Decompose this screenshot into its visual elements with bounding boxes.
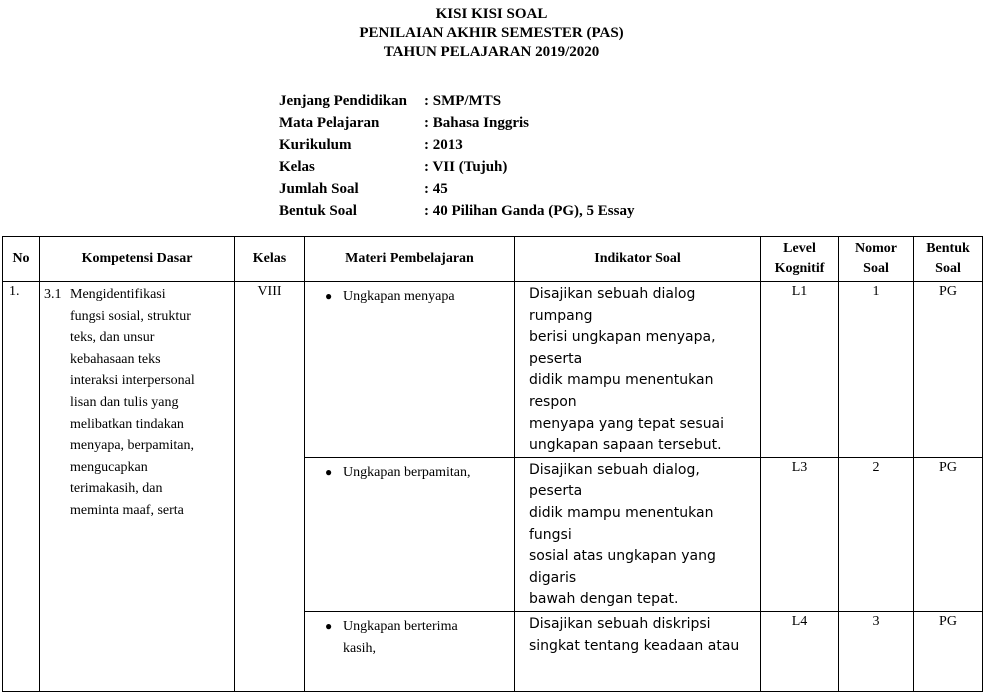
kd-text bbox=[70, 284, 230, 522]
materi-bullet-item bbox=[325, 462, 510, 484]
cell-nomor: 2 bbox=[839, 457, 914, 611]
cell-materi bbox=[305, 611, 515, 691]
cell-indikator bbox=[515, 611, 761, 691]
title-line-1: KISI KISI SOAL bbox=[435, 6, 548, 22]
materi-bullet-item bbox=[325, 616, 510, 659]
materi-bullet-item bbox=[325, 286, 510, 308]
materi-text bbox=[343, 286, 455, 308]
indikator-line: menyapa yang tepat sesuai bbox=[529, 415, 725, 432]
kd-line: meminta maaf, serta bbox=[70, 502, 184, 518]
indikator-line: ungkapan sapaan tersebut. bbox=[529, 437, 722, 454]
materi-line: Ungkapan menyapa bbox=[343, 289, 455, 304]
header-indikator: Indikator Soal bbox=[515, 237, 761, 282]
cell-bentuk: PG bbox=[914, 282, 983, 458]
indikator-line: Disajikan sebuah diskripsi bbox=[529, 615, 711, 632]
meta-value: : 40 Pilihan Ganda (PG), 5 Essay bbox=[424, 203, 635, 219]
materi-line: kasih, bbox=[343, 640, 377, 656]
cell-level: L3 bbox=[761, 457, 839, 611]
kd-line: menyapa, berpamitan, bbox=[70, 438, 195, 454]
meta-label: Kurikulum bbox=[279, 137, 352, 153]
indikator-line: didik mampu menentukan respon bbox=[529, 372, 714, 410]
meta-value: : 45 bbox=[424, 181, 448, 197]
title-line-3: TAHUN PELAJARAN 2019/2020 bbox=[383, 44, 600, 60]
kd-line: lisan dan tulis yang bbox=[70, 394, 179, 410]
bullet-icon: ● bbox=[325, 289, 333, 303]
bullet-icon: ● bbox=[325, 618, 333, 633]
kd-wrap bbox=[44, 284, 230, 522]
meta-row bbox=[279, 156, 634, 178]
kd-line: teks, dan unsur bbox=[70, 330, 155, 346]
meta-row bbox=[279, 178, 634, 200]
header-nomor-soal bbox=[839, 237, 914, 282]
kd-line: terimakasih, dan bbox=[70, 481, 163, 497]
meta-value: : Bahasa Inggris bbox=[424, 115, 530, 131]
kd-number: 3.1 bbox=[44, 287, 62, 302]
header-kompetensi-dasar: Kompetensi Dasar bbox=[40, 237, 235, 282]
header-materi: Materi Pembelajaran bbox=[305, 237, 515, 282]
indikator-line: Disajikan sebuah dialog, peserta bbox=[529, 461, 700, 500]
meta-value: : SMP/MTS bbox=[424, 93, 502, 109]
cell-materi bbox=[305, 282, 515, 458]
cell-indikator bbox=[515, 282, 761, 458]
materi-text bbox=[343, 462, 471, 484]
header-level-kognitif bbox=[761, 237, 839, 282]
meta-row bbox=[279, 134, 634, 156]
cell-indikator bbox=[515, 457, 761, 611]
meta-label: Jumlah Soal bbox=[279, 181, 359, 197]
indikator-line: didik mampu menentukan fungsi bbox=[529, 504, 714, 543]
header-no: No bbox=[3, 237, 40, 282]
indikator-line: bawah dengan tepat. bbox=[529, 591, 679, 608]
kd-line: kebahasaan teks bbox=[70, 351, 161, 367]
cell-nomor: 3 bbox=[839, 611, 914, 691]
header-nomor-line2: Soal bbox=[863, 261, 889, 276]
header-nomor-line1: Nomor bbox=[855, 241, 897, 256]
materi-line: Ungkapan berterima bbox=[343, 618, 458, 634]
kisi-kisi-table bbox=[2, 236, 983, 692]
document-meta bbox=[279, 90, 634, 222]
kd-line: melibatkan tindakan bbox=[70, 416, 184, 432]
title-line-2: PENILAIAN AKHIR SEMESTER (PAS) bbox=[359, 25, 624, 41]
cell-level: L1 bbox=[761, 282, 839, 458]
cell-kelas: VIII bbox=[235, 282, 305, 692]
kd-line: interaksi interpersonal bbox=[70, 373, 195, 389]
meta-row bbox=[279, 112, 634, 134]
document-title bbox=[0, 5, 983, 62]
header-bentuk-soal bbox=[914, 237, 983, 282]
cell-nomor: 1 bbox=[839, 282, 914, 458]
header-level-line1: Level bbox=[783, 241, 816, 256]
indikator-line: berisi ungkapan menyapa, peserta bbox=[529, 329, 716, 367]
indikator-line: sosial atas ungkapan yang digaris bbox=[529, 548, 716, 586]
cell-materi bbox=[305, 457, 515, 611]
cell-bentuk: PG bbox=[914, 611, 983, 691]
meta-label: Kelas bbox=[279, 159, 315, 175]
bullet-icon: ● bbox=[325, 464, 333, 479]
materi-line: Ungkapan berpamitan, bbox=[343, 464, 471, 480]
header-bentuk-line2: Soal bbox=[935, 261, 961, 276]
meta-value: : VII (Tujuh) bbox=[424, 159, 508, 175]
meta-label: Jenjang Pendidikan bbox=[279, 93, 407, 109]
cell-no: 1. bbox=[3, 282, 40, 692]
materi-text bbox=[343, 616, 458, 659]
header-kelas: Kelas bbox=[235, 237, 305, 282]
header-level-line2: Kognitif bbox=[774, 261, 825, 276]
meta-label: Mata Pelajaran bbox=[279, 115, 380, 131]
kd-line: fungsi sosial, struktur bbox=[70, 308, 191, 324]
indikator-line: Disajikan sebuah dialog rumpang bbox=[529, 286, 696, 324]
kd-line: mengucapkan bbox=[70, 459, 148, 475]
meta-value: : 2013 bbox=[424, 137, 463, 153]
meta-row bbox=[279, 200, 634, 222]
kd-line: Mengidentifikasi bbox=[70, 287, 166, 302]
indikator-line: singkat tentang keadaan atau bbox=[529, 637, 740, 654]
header-bentuk-line1: Bentuk bbox=[926, 241, 970, 256]
meta-label: Bentuk Soal bbox=[279, 203, 357, 219]
table-row bbox=[3, 282, 983, 458]
cell-bentuk: PG bbox=[914, 457, 983, 611]
table-header-row bbox=[3, 237, 983, 282]
cell-level: L4 bbox=[761, 611, 839, 691]
meta-row bbox=[279, 90, 634, 112]
cell-kompetensi-dasar bbox=[40, 282, 235, 692]
